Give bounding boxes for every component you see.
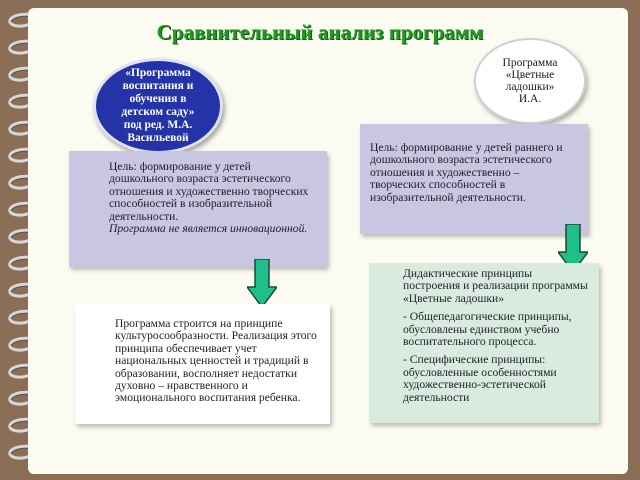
right-didactic-box bbox=[369, 263, 599, 423]
left-program-name: «Программа воспитания и обучения в детском саду» под ред. М.А. Васильевой bbox=[121, 67, 195, 144]
didactic-principle-general: - Общепедагогические принципы, обусловлены единством учебно воспитательного процесса. bbox=[403, 310, 572, 349]
left-goal-note: Программа не является инновационной. bbox=[109, 222, 308, 236]
down-arrow-icon bbox=[247, 259, 277, 307]
left-principle-box bbox=[75, 304, 330, 424]
left-goal-text: Цель: формирование у детей дошкольного возраста эстетического отношения и художественно творческих способностей в изобразительной деятельности. bbox=[109, 160, 309, 223]
right-goal-text: Цель: формирование у детей раннего и дошкольного возраста эстетического отношения и художественно – творческих способностей в изобразительной деятельности. bbox=[370, 141, 563, 204]
didactic-principle-specific: - Специфические принципы: обусловленные особенностями художественно-эстетической деятельности bbox=[403, 353, 557, 404]
right-program-oval bbox=[474, 38, 586, 124]
didactic-heading: Дидактические принципы построения и реализации программы «Цветные ладошки» bbox=[403, 267, 588, 305]
left-program-oval bbox=[93, 58, 223, 154]
left-principle-text: Программа строится на принципе культуросообразности. Реализация этого принципа обеспечивает учет национальных ценностей и традиций в образовании, восполняет недостатки духовно – нравственного и эмоционального воспитания ребенка. bbox=[115, 317, 317, 405]
left-goal-box bbox=[69, 151, 327, 267]
slide-title: Сравнительный анализ программ bbox=[156, 20, 484, 44]
right-goal-box bbox=[360, 124, 588, 234]
right-program-name: Программа «Цветные ладошки» И.А. bbox=[502, 57, 558, 105]
